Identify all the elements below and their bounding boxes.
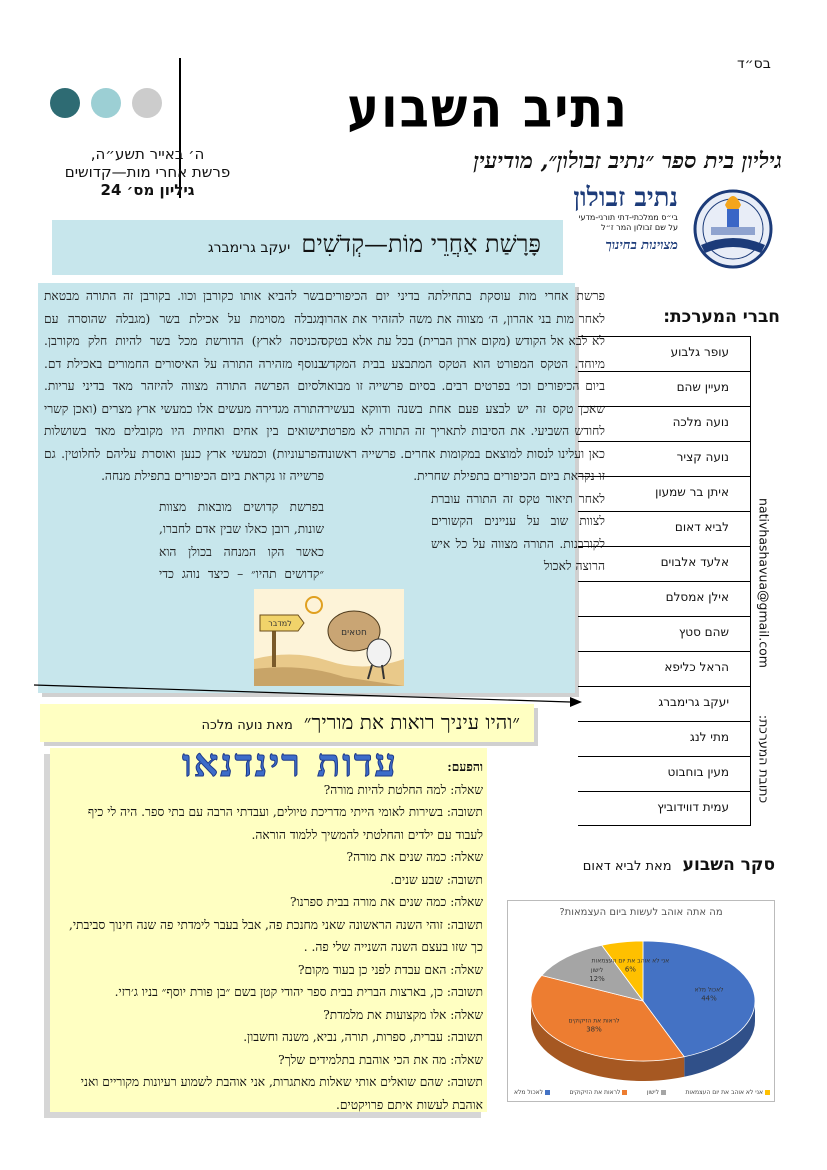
legend-swatch: [661, 1090, 666, 1095]
goat-cartoon-illustration: [254, 589, 404, 686]
editor-name: מעיין שהם: [578, 371, 751, 406]
pie-slice-value: 38%: [586, 1025, 602, 1034]
school-emblem-icon: [683, 183, 778, 271]
legend-swatch: [765, 1090, 770, 1095]
editor-name: עופר גלבוע: [578, 336, 751, 371]
pie-slice-label: לישון: [590, 966, 604, 974]
interview-answer: תשובה: כן, בארצות הברית בבית ספר יהודי קטן בשם ״בן פורת יוסף״ בניו ג׳רזי.: [114, 985, 483, 999]
legend-entry: [647, 1089, 666, 1096]
legend-label: לאכול מלא: [514, 1089, 544, 1096]
newsletter-title: נתיב השבוע: [347, 75, 629, 141]
article-paragraph: בשר להביא אותו כקורבן וכוו. בקורבן זה התורה מבטאת מגבלה מסוימת על אכילת בשר (מגבלה שהוסרה עם הכניסה לארץ) הדורשת מכל בשר להיות חלק מקורבן. בנוסף מזהירה התורה על האיסורים החמורים באכילת דם. לסיום הפרשה התורה מצווה להיזהר מאד בדיני עריות. התורה מגדירה מעשים אלו כמעשי ארץ מצרים (ואכן קשרי נישואים בין אחים ואחיות היו מקובלים מאד בשושלות הפרעוניות) וכמעשי ארץ כנען ואוסרת עליהם לחלוטין. גם פרשייה זו נקראת ביום הכיפורים בתפילת מנחה.: [44, 289, 324, 483]
survey-author: מאת לביא דאום: [582, 859, 672, 874]
editor-name: יעקב גרימברג: [578, 686, 751, 721]
pie-slice-value: 6%: [624, 965, 636, 974]
survey-header: [560, 855, 775, 875]
interview-answer: תשובה: שבע שנים.: [390, 872, 483, 887]
teacher-interview: [50, 740, 487, 1112]
editors-email-label: כתובת המערכת:: [756, 714, 772, 804]
school-logo: [548, 183, 778, 278]
survey-chart: [507, 900, 775, 1102]
interview-answer: תשובה: זוהי השנה הראשונה שאני מחנכת פה, אבל בעבר לימדתי פה שנה חינוך סביבתי, כך שזו בעצם השנה השנייה שלי פה. .: [68, 917, 483, 954]
pie-chart: [508, 901, 776, 1103]
interview-question: שאלה: מה את הכי אוהבת בתלמידים שלך?: [278, 1052, 483, 1067]
survey-title: סקר השבוע: [682, 855, 775, 875]
editor-name: אלעד אלבוים: [578, 546, 751, 581]
article-column-right: [321, 285, 605, 578]
chart-legend: [514, 1089, 770, 1096]
pie-slice-value: 12%: [589, 974, 605, 983]
school-dedication: על שם זבולון המר ז״ל: [601, 223, 678, 232]
hebrew-date: ה׳ באייר תשע״ה,: [90, 145, 205, 163]
legend-label: לראות את הזיקוקים: [569, 1089, 621, 1096]
decorative-dots: [50, 88, 160, 118]
interview-question: שאלה: כמה שנים את מורה בבית ספרנו?: [290, 895, 483, 909]
pie-slice-value: 44%: [701, 994, 717, 1003]
interview-question: שאלה: כמה שנים את מורה?: [346, 850, 483, 864]
dot-3: [132, 88, 162, 118]
interview-question: שאלה: האם עבדת לפני כן בעוד מקום?: [297, 962, 483, 977]
cartoon-sign-text: למדבר: [268, 619, 292, 628]
legend-entry: [569, 1089, 627, 1096]
qa-list: [58, 779, 483, 1117]
interview-answer: תשובה: עברית, ספרות, תורה, נביא, משנה וחשבון.: [243, 1030, 483, 1044]
editor-name: מעין בוחבוט: [578, 756, 751, 791]
article-paragraph: בפרשת קדושים מובאות מצוות שונות, רובן כאלו שבין אדם לחברו, כאשר הקו המנחה בכולן הוא ״קדושים תהיו״ – כיצד נוהג כדי: [159, 499, 324, 581]
teacher-section-author: מאת נועה מלכה: [201, 718, 293, 733]
school-name: נתיב זבולון: [573, 183, 678, 213]
dot-1: [50, 88, 80, 118]
newsletter-subtitle: גיליון בית ספר ״נתיב זבולון״, מודיעין: [473, 148, 782, 174]
pie-slice-label: לאכול מלא: [694, 986, 724, 994]
parasha-author: יעקב גרימברג: [207, 240, 291, 256]
editor-name: נועה קציר: [578, 441, 751, 476]
school-type: בי״ס ממלכתי-דתי תורני-מדעי: [578, 213, 678, 222]
cartoon-sack-text: חטאים: [341, 628, 367, 638]
bsd-mark: בס״ד: [737, 56, 771, 72]
editors-list: [578, 336, 751, 826]
parasha-header: [52, 220, 563, 275]
editors-title: חברי המערכת:: [663, 307, 780, 327]
editor-name: שהם סטץ: [578, 616, 751, 651]
school-slogan: מצוינות בחינוך: [605, 238, 678, 253]
teacher-name-banner: עדות רינדנאו: [182, 740, 398, 785]
editor-name: נועה מלכה: [578, 406, 751, 441]
issue-number: גיליון מס׳ 24: [100, 181, 195, 199]
parasha-article: [38, 283, 605, 693]
article-paragraph: לאחר תיאור טקס זה התורה עוברת לצוות שוב על עניינים הקשורים לקורבנות. התורה מצווה על כל איש הרוצה לאכול: [431, 491, 605, 573]
article-paragraph: פרשת אחרי מות עוסקת בתחילתה בדיני יום הכיפורים. לאחר מות בני אהרון, ה׳ מצווה את משה להזהיר את אהרון לא לבא אל הקודש (מקום ארון הברית) בכל עת אלא בטקס מיוחד. הטקס המפורט הוא הטקס המתבצע בבית המקדש ביום הכיפורים וכו׳ בפרטים רבים. בסיום פרשייה זו מבואר שאכן טקס זה יש לבצע פעם אחת בשנה ודווקא בעשירי לחודש השביעי. את הסיבות לתאריך זה התורה לא מפרטת כאן ועלינו לנסות למוצאם במקומות אחרים. פרשייה ראשונה זו נקראת ביום הכיפורים בתפילת שחרית.: [321, 289, 605, 483]
editor-name: אילן אמסלם: [578, 581, 751, 616]
legend-swatch: [545, 1090, 550, 1095]
interview-question: שאלה: למה החלטת להיות מורה?: [323, 782, 483, 797]
editor-name: מתי לנג: [578, 721, 751, 756]
editor-name: עמית דווידוביץ: [578, 791, 751, 826]
legend-swatch: [622, 1090, 627, 1095]
parasha-title: פָּרָשַׁת אַחֲרֵי מוֹת—קְדֹשִׁים: [301, 230, 541, 258]
dot-2: [91, 88, 121, 118]
editor-name: איתן בר שמעון: [578, 476, 751, 511]
pie-slice-label: לראות את הזיקוקים: [568, 1017, 620, 1025]
pie-slice-label: אני לא אוהב את יום העצמאות: [591, 957, 670, 965]
article-column-left: [44, 285, 324, 616]
legend-entry: [685, 1089, 770, 1096]
issue-info: [60, 145, 235, 199]
editor-name: לביא דאום: [578, 511, 751, 546]
interview-intro: והפעם:: [447, 760, 483, 774]
legend-label: אני לא אוהב את יום העצמאות: [685, 1089, 763, 1096]
teacher-section-header: [40, 704, 534, 742]
interview-answer: תשובה: שהם שואלים אותי שאלות מאתגרות, אני אוהבת לשמוע רעיונות מקוריים ואני אוהבת לעשות איתם פרויקטים.: [80, 1075, 483, 1112]
editors-divider: [750, 336, 751, 826]
editor-name: הראל כליפא: [578, 651, 751, 686]
legend-entry: [514, 1089, 550, 1096]
editors-email[interactable]: nativhashavua@gmail.com: [756, 498, 772, 668]
parasha-name: פרשת אחרי מות—קדושים: [64, 163, 231, 181]
interview-question: שאלה: אלו מקצועות את מלמדת?: [323, 1007, 483, 1022]
teacher-section-title: ״והיו עיניך רואות את מוריך״: [303, 710, 520, 734]
legend-label: לישון: [646, 1089, 660, 1096]
interview-answer: תשובה: בשירות לאומי הייתי מדריכת טיולים, ועבדתי הרבה עם בתי ספר. היה לי כיף לעבוד עם ילדים והחלטתי להמשיך ללמוד הוראה.: [87, 805, 483, 842]
interview-text: [58, 756, 483, 1116]
chart-title: מה אתה אוהב לעשות ביום העצמאות?: [559, 907, 723, 918]
